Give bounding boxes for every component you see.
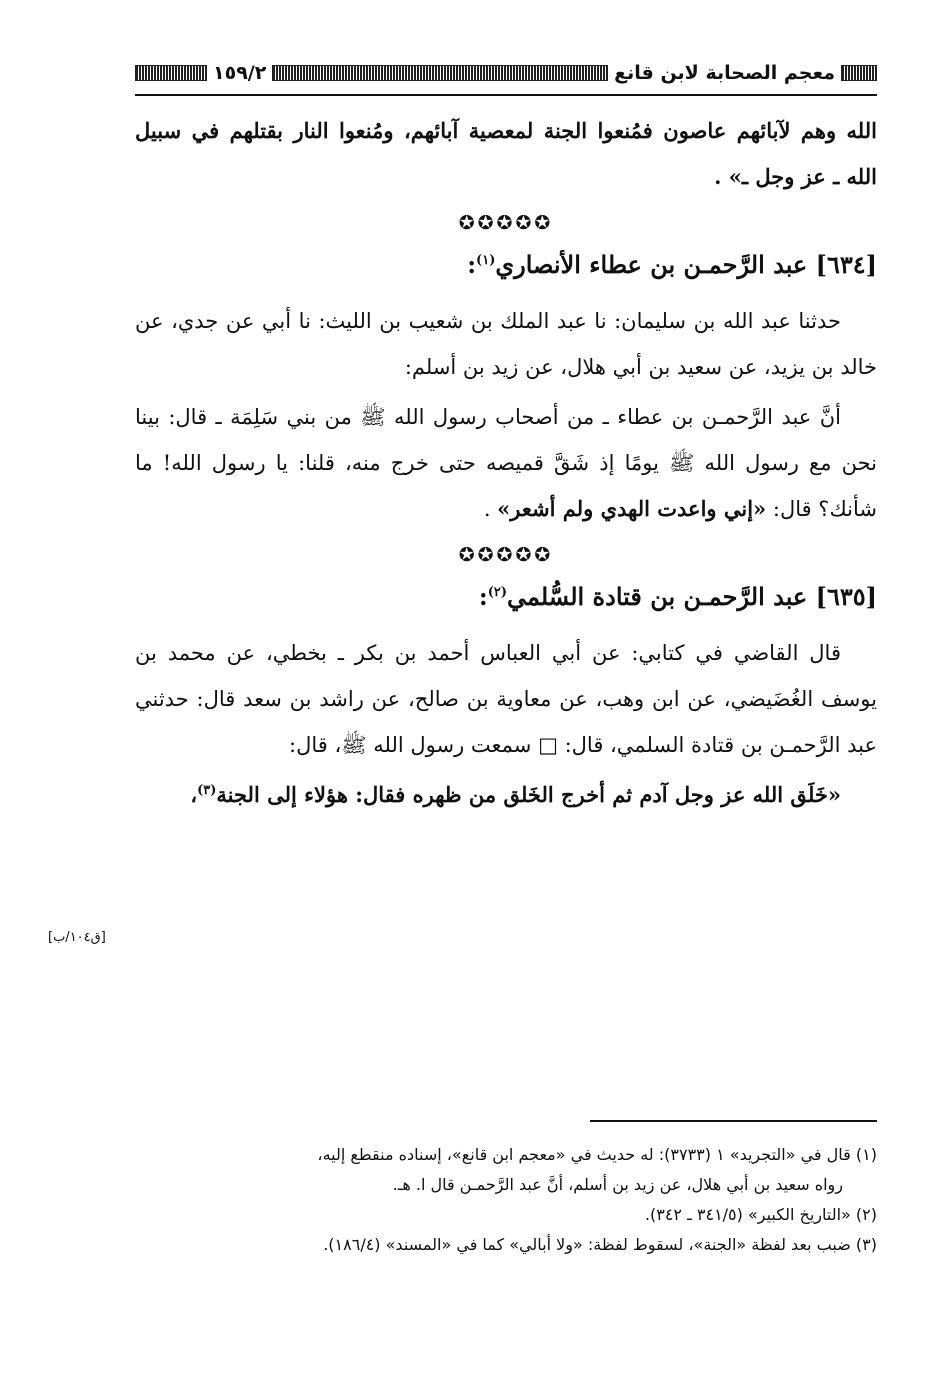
entry-634-title-text: [٦٣٤] عبد الرَّحمـن بن عطاء الأنصاري: [495, 250, 877, 279]
footnote-divider: [590, 1120, 877, 1122]
entry-634-end: .: [483, 497, 498, 521]
header-ornament-left: [135, 65, 207, 81]
footnote-2-mark: (٢): [855, 1205, 877, 1224]
footnote-3-mark: (٣): [855, 1235, 877, 1254]
footnote-mark-3[interactable]: (٣): [197, 783, 217, 798]
entry-635-title-suffix: :: [478, 582, 488, 611]
page-number: ١٥٩/٢: [213, 62, 267, 84]
entry-635-hadith-text: «خَلَق الله عز وجل آدم ثم أخرج الخَلق من ظهره فقال: هؤلاء إلى الجنة: [216, 782, 841, 807]
footnote-2-text: «التاريخ الكبير» (٣٤١/٥ ـ ٣٤٢).: [644, 1205, 851, 1224]
book-title: معجم الصحابة لابن قانع: [614, 62, 835, 84]
entry-635-hadith-end: ،: [190, 782, 198, 807]
entry-634-isnad: حدثنا عبد الله بن سليمان: نا عبد الملك بن شعيب بن الليث: نا أبي عن جدي، عن خالد بن يزيد، عن سعيد بن أبي هلال، عن زيد بن أسلم:: [135, 309, 877, 379]
footnote-2: [135, 1200, 877, 1230]
intro-paragraph: الله وهم لآبائهم عاصون فمُنعوا الجنة لمعصية آبائهم، ومُنعوا النار بقتلهم في سبيل الله ـ عز وجل ـ» .: [135, 118, 877, 189]
footnote-1: [135, 1140, 877, 1170]
entry-634-title: [135, 240, 877, 290]
footnote-mark-2[interactable]: (٢): [487, 585, 507, 600]
footnote-1-text: قال في «التجريد» ١ (٣٧٣٣): له حديث في «معجم ابن قانع»، إسناده منقطع إليه،: [317, 1145, 851, 1164]
section-separator: ✪✪✪✪✪: [458, 212, 554, 234]
entry-635-isnad: قال القاضي في كتابي: عن أبي العباس أحمد بن بكر ـ بخطي، عن محمد بن يوسف الغُضَيضي، عن ابن وهب، عن معاوية بن صالح، عن راشد بن سعد قال: حدثني عبد الرَّحمـن بن قتادة السلمي، قال: □ سمعت رسول الله ﷺ، قال:: [135, 641, 877, 757]
entry-634-quote: «إني واعدت الهدي ولم أشعر»: [497, 496, 767, 521]
footnotes-section: [135, 1140, 877, 1260]
entry-635-hadith: [135, 772, 877, 818]
header-ornament-right: [841, 65, 877, 81]
running-header: [135, 56, 877, 96]
footnote-3-text: ضبب بعد لفظة «الجنة»، لسقوط لفظة: «ولا أبالي» كما في «المسند» (١٨٦/٤).: [323, 1235, 851, 1254]
manuscript-folio-note: [ق١٠٤/ب]: [48, 930, 106, 945]
entry-634-title-suffix: :: [467, 250, 477, 279]
header-ornament-middle: [272, 65, 608, 81]
entry-635-title: [135, 572, 877, 622]
entry-635-title-text: [٦٣٥] عبد الرَّحمـن بن قتادة السُّلمي: [506, 582, 877, 611]
footnote-1-continuation: رواه سعيد بن أبي هلال، عن زيد بن أسلم، أنَّ عبد الرَّحمـن قال ا. هـ.: [392, 1175, 843, 1194]
entry-634-narration: أنَّ عبد الرَّحمـن بن عطاء ـ من أصحاب رسول الله ﷺ من بني سَلِمَة ـ قال: بينا نحن مع رسول الله ﷺ يومًا إذ شَقَّ قميصه حتى خرج منه، قلنا: يا رسول الله! ما شأنك؟ قال:: [135, 405, 877, 521]
page-body: [135, 56, 877, 818]
footnote-1-mark: (١): [855, 1145, 877, 1164]
footnote-mark-1[interactable]: (١): [476, 253, 496, 268]
footnote-3: [135, 1230, 877, 1260]
entry-634-text: [135, 394, 877, 532]
section-separator-2: ✪✪✪✪✪: [458, 544, 554, 566]
